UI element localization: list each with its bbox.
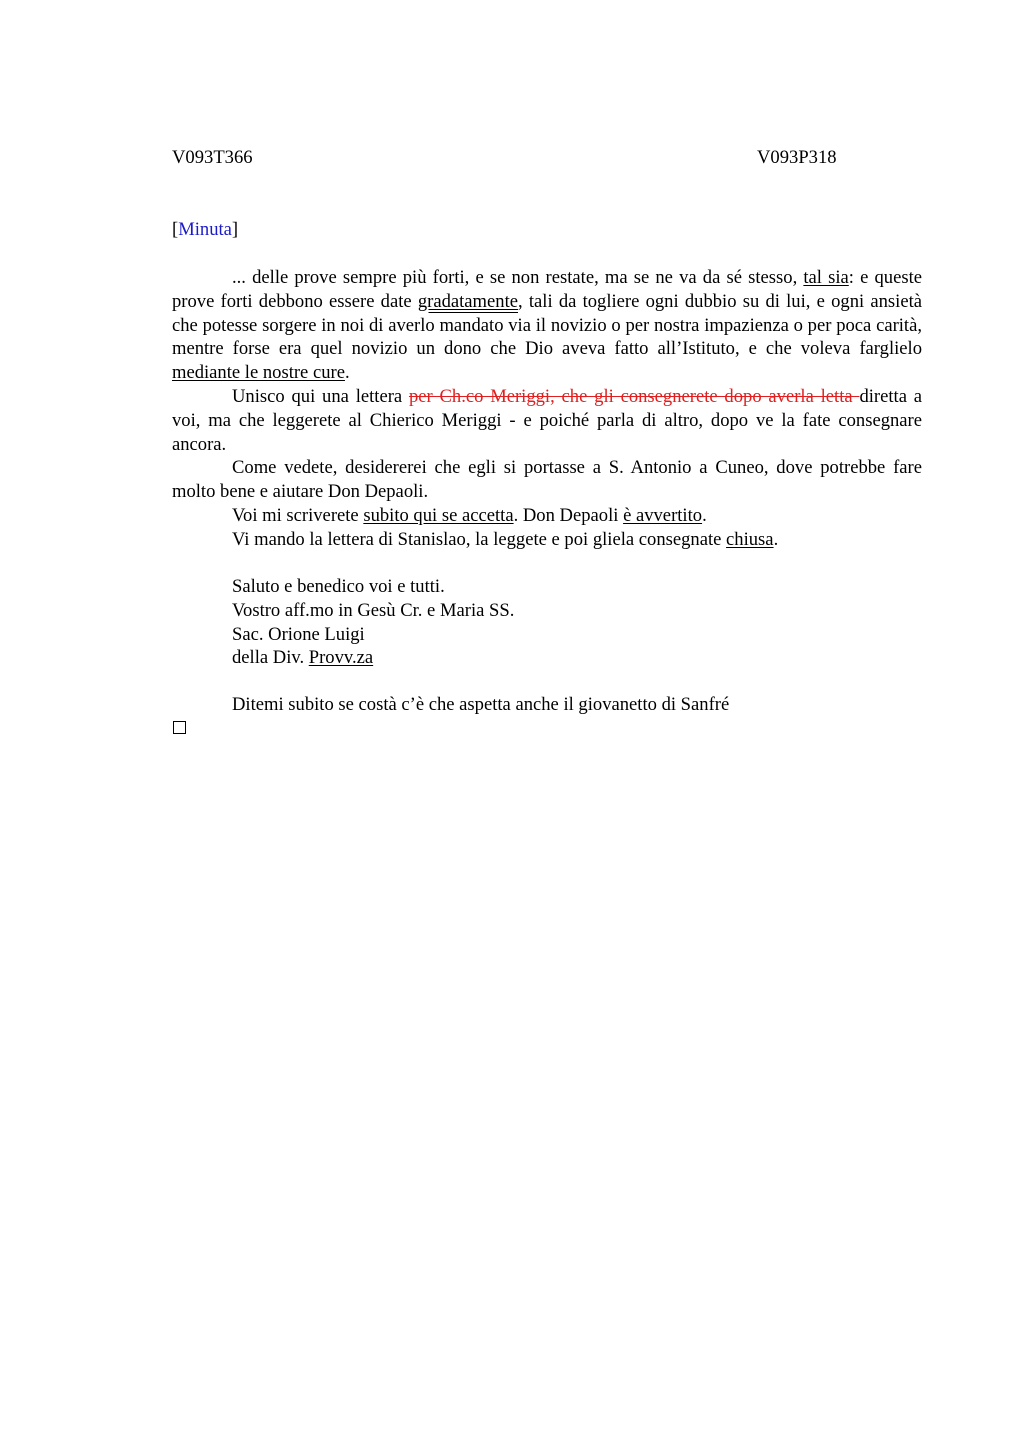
p1-underline-3: mediante le nostre cure: [172, 362, 345, 384]
paragraph-2: [172, 385, 922, 456]
paragraph-4: [172, 504, 922, 528]
p1-text-c: , tali da togliere ogni dubbio su di lui, e ogni ansietà che potesse sorgere in noi di averlo mandato via il novizio o per nostra impazienza o per poca carità, mentre forse era quel novizio un dono che Dio aveva fatto all’Istituto, e che voleva farglielo: [172, 290, 922, 360]
p1-text-a: ... delle prove sempre più forti, e se non restate, ma se ne va da sé stesso,: [232, 267, 804, 288]
p1-text-b: : e queste prove forti debbono essere date: [172, 267, 923, 312]
p5-underline-1: chiusa: [726, 528, 774, 550]
closing-greeting: Saluto e benedico voi e tutti.: [232, 576, 445, 597]
postscript: Ditemi subito se costà c’è che aspetta anche il giovanetto di Sanfré: [232, 694, 730, 715]
closing-block: [232, 575, 514, 670]
p5-text-b: .: [773, 528, 779, 550]
p5-text-a: Vi mando la lettera di Stanislao, la leggete e poi gliela consegnate: [232, 528, 727, 550]
p2-struck-text: per Ch.co Meriggi, che gli consegnerete dopo averla letta: [408, 385, 860, 407]
draft-label: [172, 218, 238, 242]
label-open-bracket: [: [172, 219, 179, 240]
closing-signature: Sac. Orione Luigi: [232, 623, 365, 645]
paragraph-1: [172, 266, 922, 385]
p4-text-a: Voi mi scriverete: [232, 504, 364, 526]
p2-text-b: diretta a voi, ma che leggerete al Chierico Meriggi - e poiché parla di altro, dopo ve la fate consegnare ancora.: [172, 385, 923, 455]
p1-underline-2: gradatamente: [417, 290, 518, 312]
paragraph-3: [172, 456, 922, 504]
p4-underline-2: è avvertito: [623, 504, 703, 526]
closing-affiliation: [232, 646, 514, 670]
p4-text-b: . Don Depaoli: [513, 504, 624, 526]
p1-text-d: .: [344, 362, 350, 384]
letter-body: [172, 266, 922, 552]
closing-valediction: Vostro aff.mo in Gesù Cr. e Maria SS.: [232, 599, 515, 621]
p1-underline-1: tal sia: [803, 267, 849, 288]
p3-text: Come vedete, desidererei che egli si portasse a S. Antonio a Cuneo, dove potrebbe fare molto bene e aiutare Don Depaoli.: [172, 457, 922, 503]
p4-text-c: .: [702, 504, 707, 526]
p2-text-a: Unisco qui una lettera: [232, 385, 409, 407]
label-close-bracket: ]: [231, 219, 239, 240]
reference-code-left: V093T366: [172, 147, 253, 168]
affiliation-underlined: Provv.za: [308, 647, 374, 669]
paragraph-5: [172, 528, 922, 552]
label-text: Minuta: [178, 219, 232, 240]
p4-underline-1: subito qui se accetta: [363, 504, 514, 526]
square-marker-icon: [173, 721, 186, 734]
affiliation-prefix: della Div.: [232, 647, 309, 669]
reference-code-right: V093P318: [757, 147, 837, 168]
